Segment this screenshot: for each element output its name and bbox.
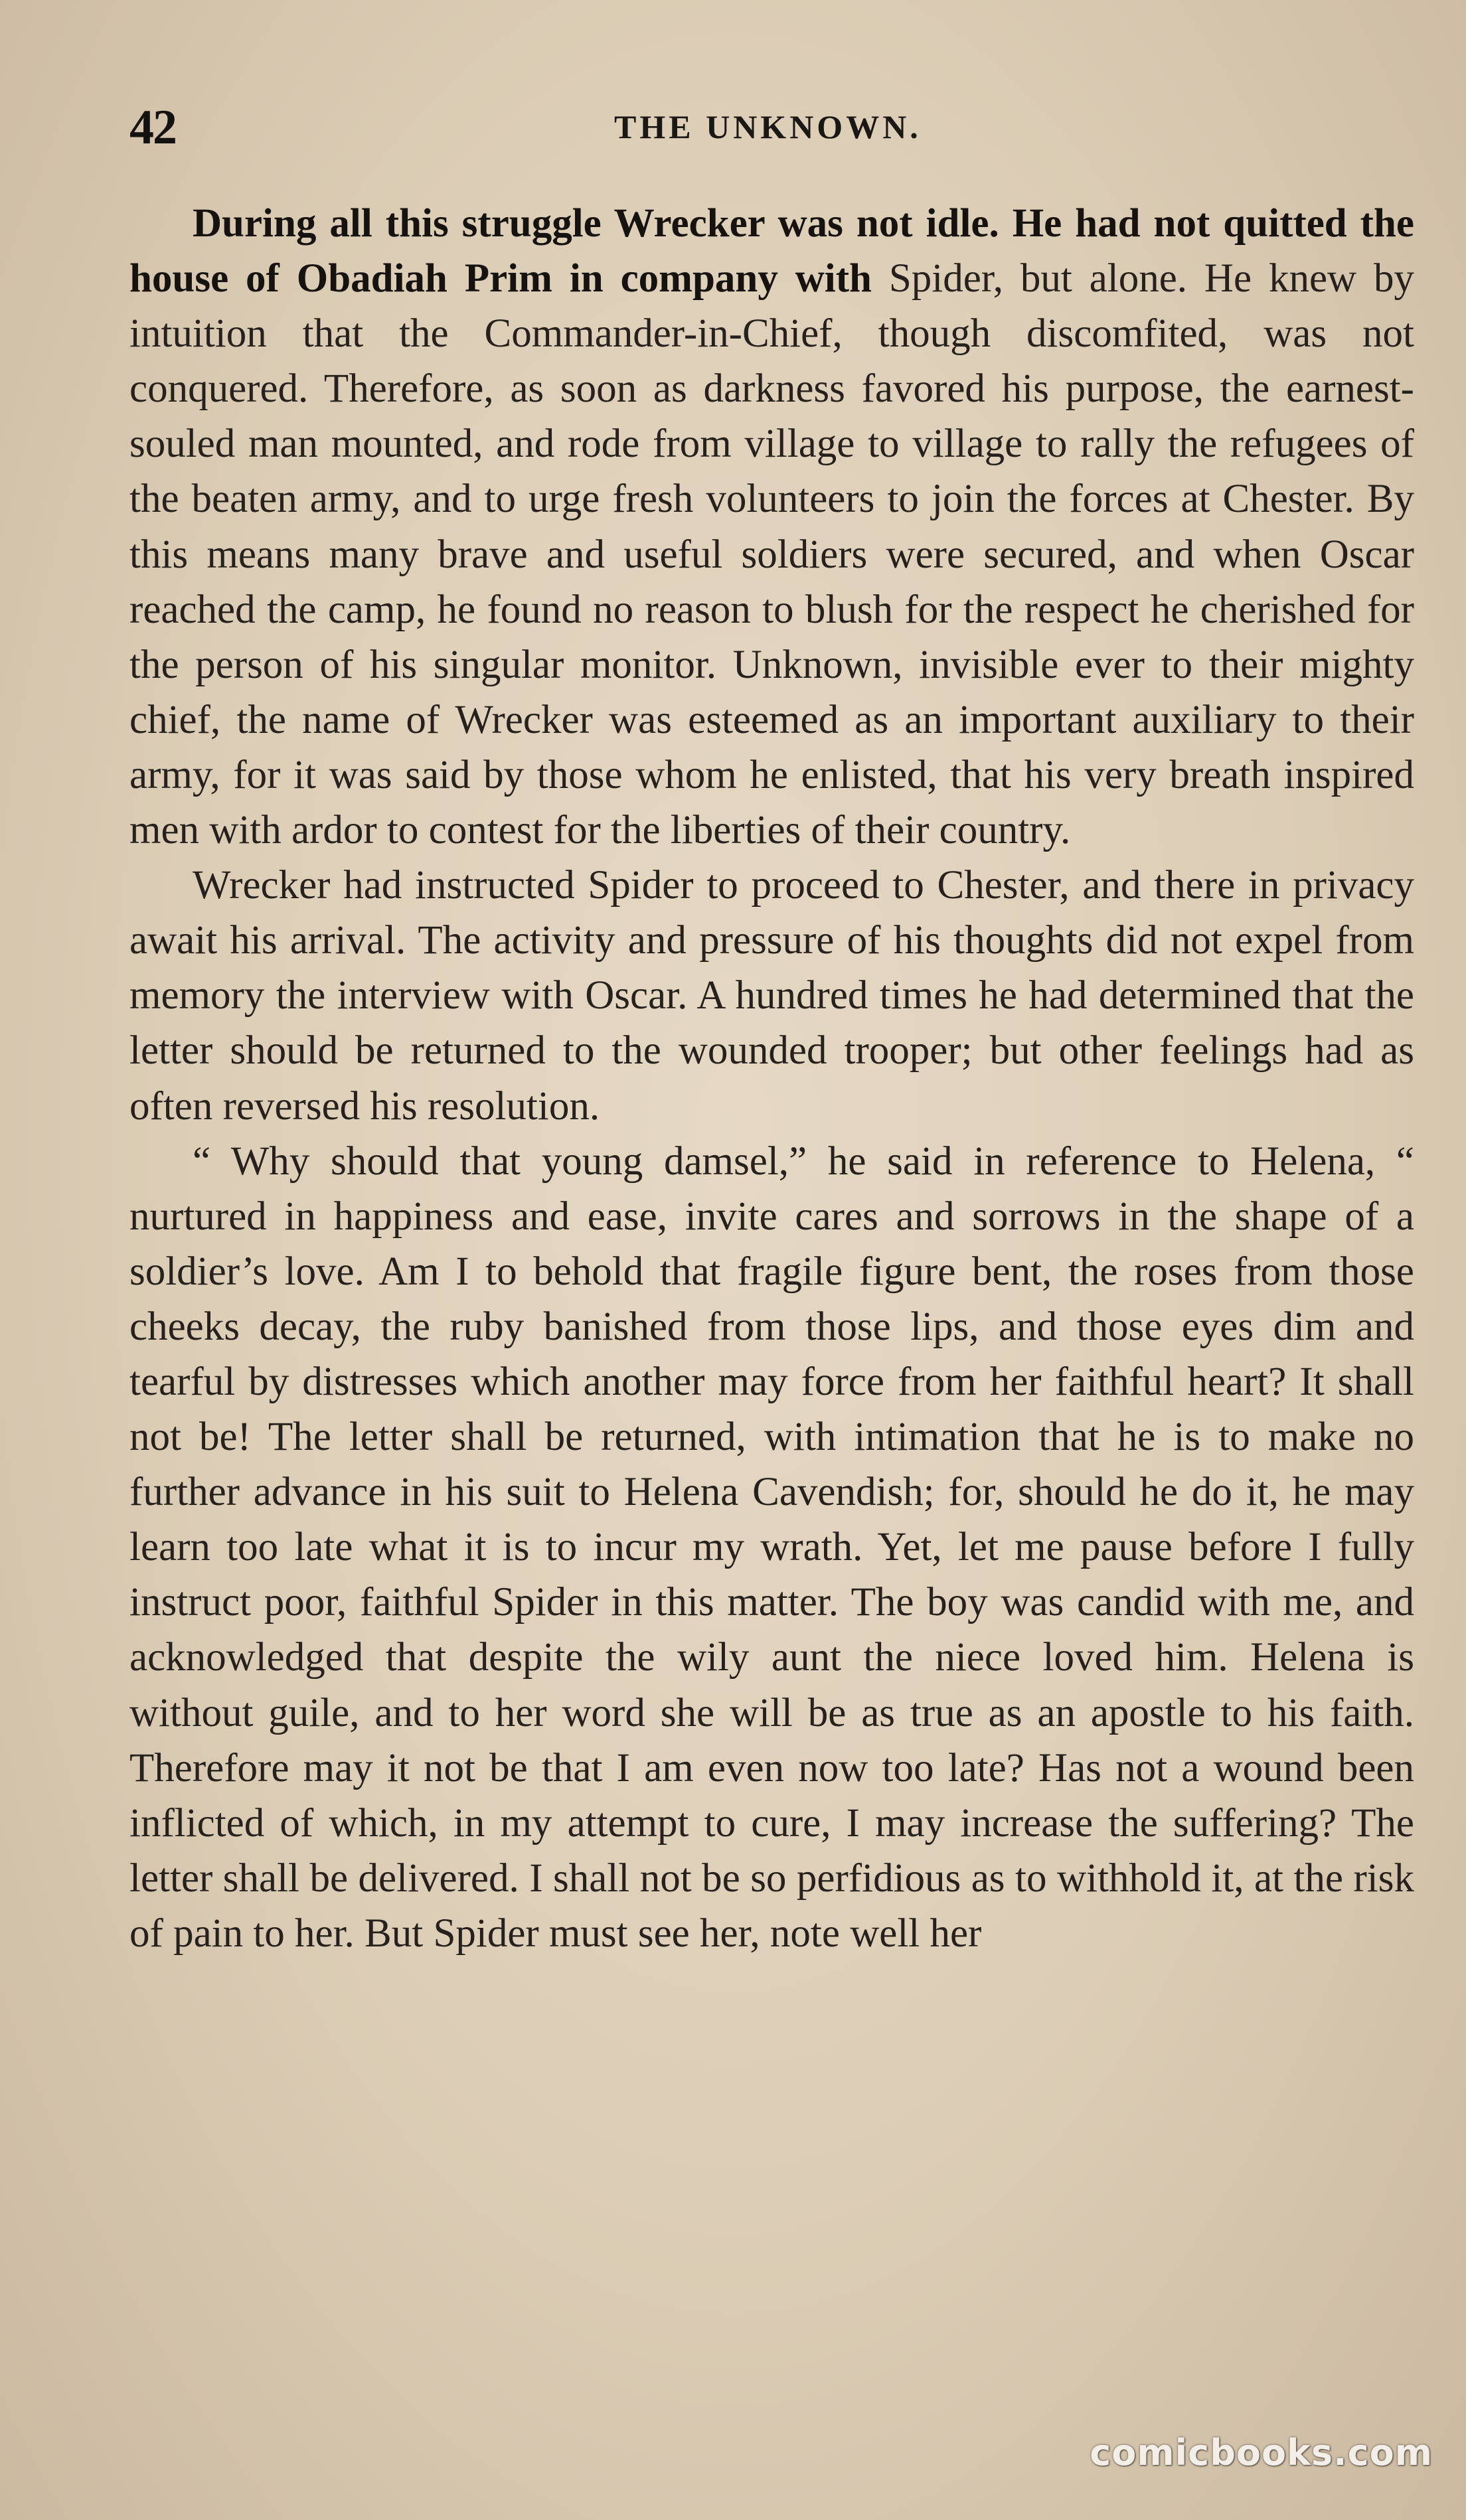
paragraph-1-text: Spider, but alone. He knew by intuition that the Commander-in-Chief, though discomfited, was not conquered. Therefore, as soon as darkness favored his purpose, the earnest-souled man mounted, and rode from village to village to rally the refugees of the beaten army, and to urge fresh volunteers to join the forces at Chester. By this means many brave and useful soldiers were secured, and when Oscar reached the camp, he found no reason to blush for the respect he cherished for the person of his singular monitor. Unknown, invisible ever to their mighty chief, the name of Wrecker was esteemed as an important auxiliary to their army, for it was said by those whom he enlisted, that his very breath inspired men with ardor to contest for the liberties of their country. [129,256,1414,853]
page-number: 42 [129,100,176,155]
paragraph-1-bold-lead: During all this struggle Wrecker was not idle. He had not quitted the house of Obadiah Prim in company with [129,201,1414,301]
paragraph-3 [129,1134,1414,1961]
body-text [129,196,1414,1961]
paragraph-1 [129,196,1414,858]
page-header [129,100,1404,153]
paragraph-3-text: “ Why should that young damsel,” he said in reference to Helena, “ nurtured in happiness and ease, invite cares and sorrows in the shape of a soldier’s love. Am I to behold that fragile figure bent, the roses from those cheeks decay, the ruby banished from those lips, and those eyes dim and tearful by distresses which another may force from her faithful heart? It shall not be! The letter shall be returned, with intimation that he is to make no further advance in his suit to Helena Cavendish; for, should he do it, he may learn too late what it is to incur my wrath. Yet, let me pause before I fully instruct poor, faithful Spider in this matter. The boy was candid with me, and acknowledged that despite the wily aunt the niece loved him. Helena is without guile, and to her word she will be as true as an apostle to his faith. Therefore may it not be that I am even now too late? Has not a wound been inflicted of which, in my attempt to cure, I may increase the suffering? The letter shall be delivered. I shall not be so perfidious as to withhold it, at the risk of pain to her. But Spider must see her, note well her [129,1139,1414,1956]
watermark: comicbooks.com [1090,2432,1433,2474]
paragraph-2 [129,858,1414,1133]
running-title: THE UNKNOWN. [614,108,922,145]
paragraph-2-text: Wrecker had instructed Spider to proceed to Chester, and there in privacy await his arrival. The activity and pressure of his thoughts did not expel from memory the interview with Oscar. A hundred times he had determined that the letter should be returned to the wounded trooper; but other feelings had as often reversed his resolution. [129,863,1414,1129]
